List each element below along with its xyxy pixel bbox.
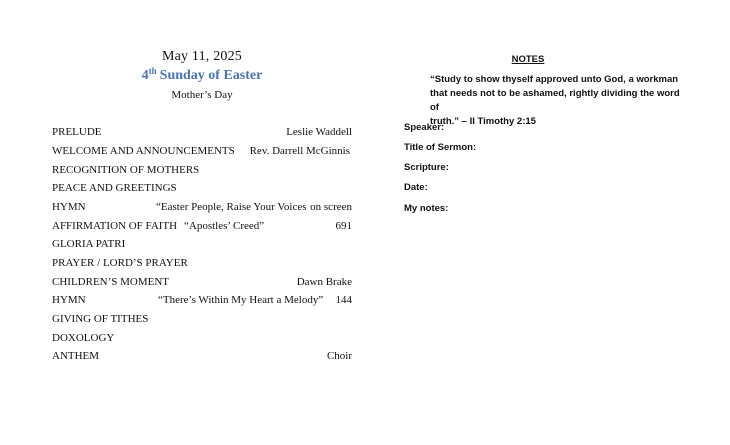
order-item: PRELUDE (52, 126, 102, 138)
order-row (52, 331, 352, 345)
order-row (52, 349, 352, 363)
order-leader: Rev. Darrell McGinnis (249, 145, 350, 157)
order-leader: Leslie Waddell (286, 126, 352, 138)
order-item: WELCOME AND ANNOUNCEMENTS (52, 145, 235, 157)
order-leader: Choir (326, 350, 352, 362)
order-item: HYMN (52, 294, 86, 306)
speaker-label: Speaker: (404, 122, 445, 133)
order-item: PEACE AND GREETINGS (52, 182, 177, 194)
hymn-title: “There’s Within My Heart a Melody” (158, 294, 324, 306)
sermon-title-label: Title of Sermon: (404, 142, 477, 153)
order-item: CHILDREN’S MOMENT (52, 276, 170, 288)
quote-line: truth.” – II Timothy 2:15 (430, 116, 536, 127)
scripture-label: Scripture: (404, 162, 449, 173)
order-row (52, 125, 352, 139)
hymn-number: on screen (310, 201, 352, 213)
scripture-quote (430, 73, 690, 129)
order-item: DOXOLOGY (52, 332, 115, 344)
order-leader: Dawn Brake (296, 276, 352, 288)
my-notes-label: My notes: (404, 203, 449, 214)
order-item: ANTHEM (52, 350, 100, 362)
order-row (52, 293, 352, 307)
hymnal-number: 144 (335, 294, 352, 306)
date-label: Date: (404, 182, 428, 193)
creed-title: “Apostles’ Creed” (184, 220, 265, 232)
order-row (52, 219, 352, 233)
order-row (52, 237, 352, 251)
notes-page (404, 0, 704, 445)
order-row (52, 144, 352, 158)
liturgical-day (52, 66, 352, 84)
service-date: May 11, 2025 (161, 49, 243, 64)
occasion-label: Mother’s Day (171, 89, 233, 101)
order-row (52, 163, 352, 177)
order-row (52, 312, 352, 326)
notes-title: NOTES (511, 54, 545, 65)
order-item: AFFIRMATION OF FAITH (52, 220, 178, 232)
order-row (52, 181, 352, 195)
order-item: GIVING OF TITHES (52, 313, 149, 325)
sunday-number: 4 (141, 68, 149, 83)
order-row (52, 275, 352, 289)
order-row (52, 256, 352, 270)
order-item: RECOGNITION OF MOTHERS (52, 164, 200, 176)
hymnal-number: 691 (335, 220, 352, 232)
sunday-suffix: th (148, 66, 157, 76)
hymn-title: “Easter People, Raise Your Voices (156, 201, 307, 213)
order-item: GLORIA PATRI (52, 238, 126, 250)
order-row (52, 200, 352, 214)
quote-line: “Study to show thyself approved unto God, a workman (430, 74, 679, 85)
sunday-title: Sunday of Easter (159, 68, 263, 83)
quote-line: that needs not to be ashamed, rightly dividing the word of (430, 88, 680, 113)
order-item: PRAYER / LORD’S PRAYER (52, 257, 188, 269)
order-item: HYMN (52, 201, 86, 213)
